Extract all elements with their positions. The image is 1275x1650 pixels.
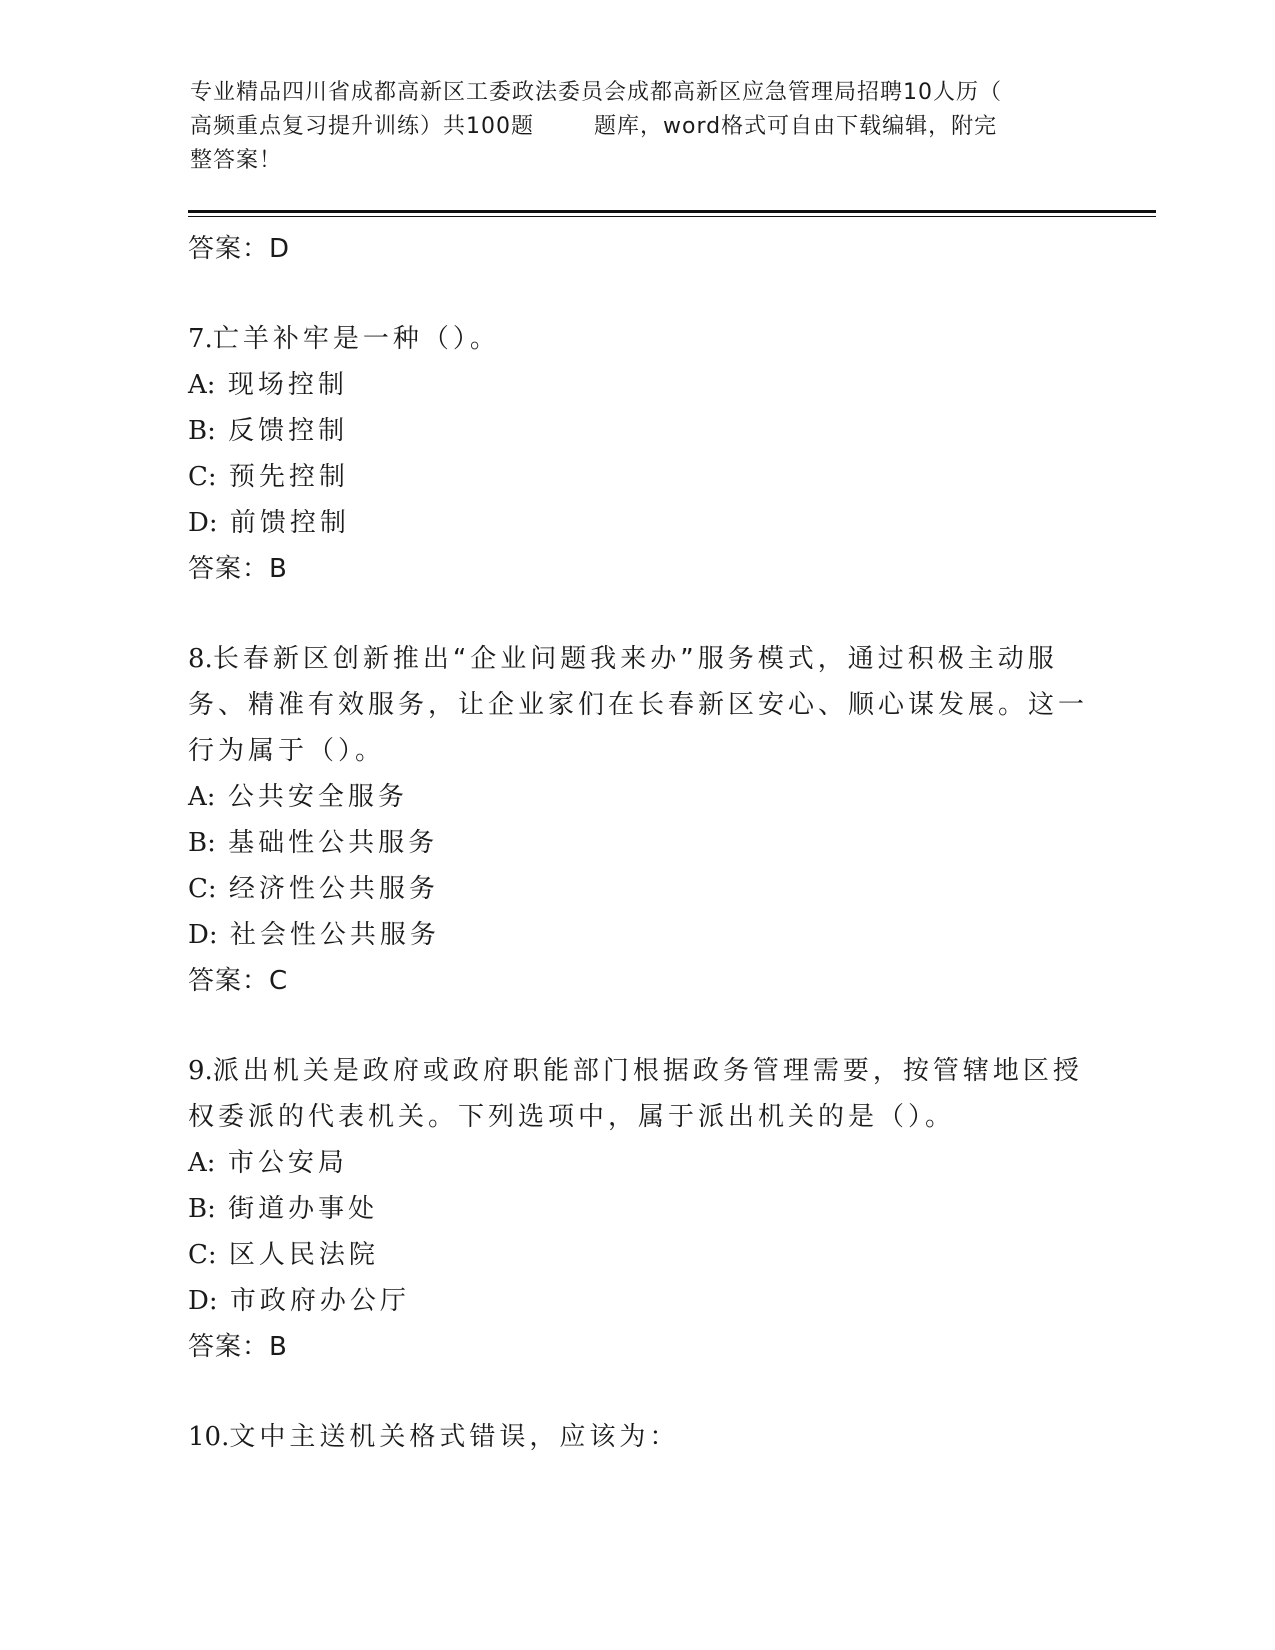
question-body: 长春新区创新推出“企业问题我来办”服务模式，通过积极主动服务、精准有效服务，让企业家们在长春新区安心、顺心谋发展。这一行为属于（）。: [188, 644, 1089, 766]
option-letter: D:: [188, 1286, 218, 1316]
option-letter: A:: [188, 1148, 216, 1178]
header-divider-thin: [188, 216, 1156, 217]
option-a: [188, 774, 1088, 820]
question-number: 7.: [188, 324, 213, 354]
question-list: [188, 222, 1088, 1460]
header-divider-thick: [188, 210, 1156, 213]
option-c: [188, 1232, 1088, 1278]
option-text: 基础性公共服务: [228, 828, 439, 858]
option-c: [188, 454, 1088, 500]
option-letter: C:: [188, 874, 217, 904]
option-a: [188, 362, 1088, 408]
question-text: [188, 636, 1088, 774]
option-text: 街道办事处: [228, 1194, 379, 1224]
option-d: [188, 912, 1088, 958]
header-line-3: 整答案！: [190, 148, 283, 173]
option-letter: A:: [188, 370, 216, 400]
question-body: 文中主送机关格式错误，应该为：: [229, 1422, 680, 1452]
header-line-1: 专业精品四川省成都高新区工委政法委员会成都高新区应急管理局招聘10人历（: [190, 80, 1002, 105]
option-text: 反馈控制: [228, 416, 349, 446]
option-a: [188, 1140, 1088, 1186]
option-text: 经济性公共服务: [228, 874, 439, 904]
option-b: [188, 408, 1088, 454]
option-text: 市公安局: [227, 1148, 348, 1178]
option-text: 区人民法院: [228, 1240, 379, 1270]
option-text: 社会性公共服务: [229, 920, 440, 950]
question-number: 9.: [188, 1056, 213, 1086]
option-letter: C:: [188, 1240, 217, 1270]
header-line-2-part-1: 高频重点复习提升训练）共100题: [190, 114, 534, 139]
question-number: 10.: [188, 1422, 230, 1452]
option-c: [188, 866, 1088, 912]
option-text: 现场控制: [227, 370, 348, 400]
option-letter: D:: [188, 508, 218, 538]
option-letter: D:: [188, 920, 218, 950]
option-b: [188, 820, 1088, 866]
question-block: [188, 1048, 1088, 1370]
option-text: 预先控制: [228, 462, 349, 492]
header-line-2: [190, 110, 1070, 144]
option-text: 公共安全服务: [227, 782, 408, 812]
question-block: [188, 636, 1088, 1004]
question-text: [188, 316, 1088, 362]
question-text: [188, 1414, 1088, 1460]
option-letter: A:: [188, 782, 216, 812]
answer-line: 答案：B: [188, 1332, 288, 1362]
option-letter: B:: [188, 1194, 216, 1224]
question-number: 8.: [188, 644, 213, 674]
previous-answer: 答案：D: [188, 234, 291, 264]
option-b: [188, 1186, 1088, 1232]
answer-line: 答案：C: [188, 966, 289, 996]
option-text: 前馈控制: [229, 508, 350, 538]
option-letter: B:: [188, 416, 216, 446]
question-text: [188, 1048, 1088, 1140]
question-block: [188, 1414, 1088, 1460]
header-line-2-part-2: 题库，word格式可自由下载编辑，附完: [594, 114, 998, 139]
question-body: 派出机关是政府或政府职能部门根据政务管理需要，按管辖地区授权委派的代表机关。下列选项中，属于派出机关的是（）。: [188, 1056, 1083, 1132]
document-header: [190, 76, 1070, 178]
option-text: 市政府办公厅: [229, 1286, 410, 1316]
option-d: [188, 1278, 1088, 1324]
answer-line: 答案：B: [188, 554, 288, 584]
question-body: 亡羊补牢是一种（）。: [212, 324, 500, 354]
option-letter: B:: [188, 828, 216, 858]
option-letter: C:: [188, 462, 217, 492]
option-d: [188, 500, 1088, 546]
question-block: [188, 316, 1088, 592]
